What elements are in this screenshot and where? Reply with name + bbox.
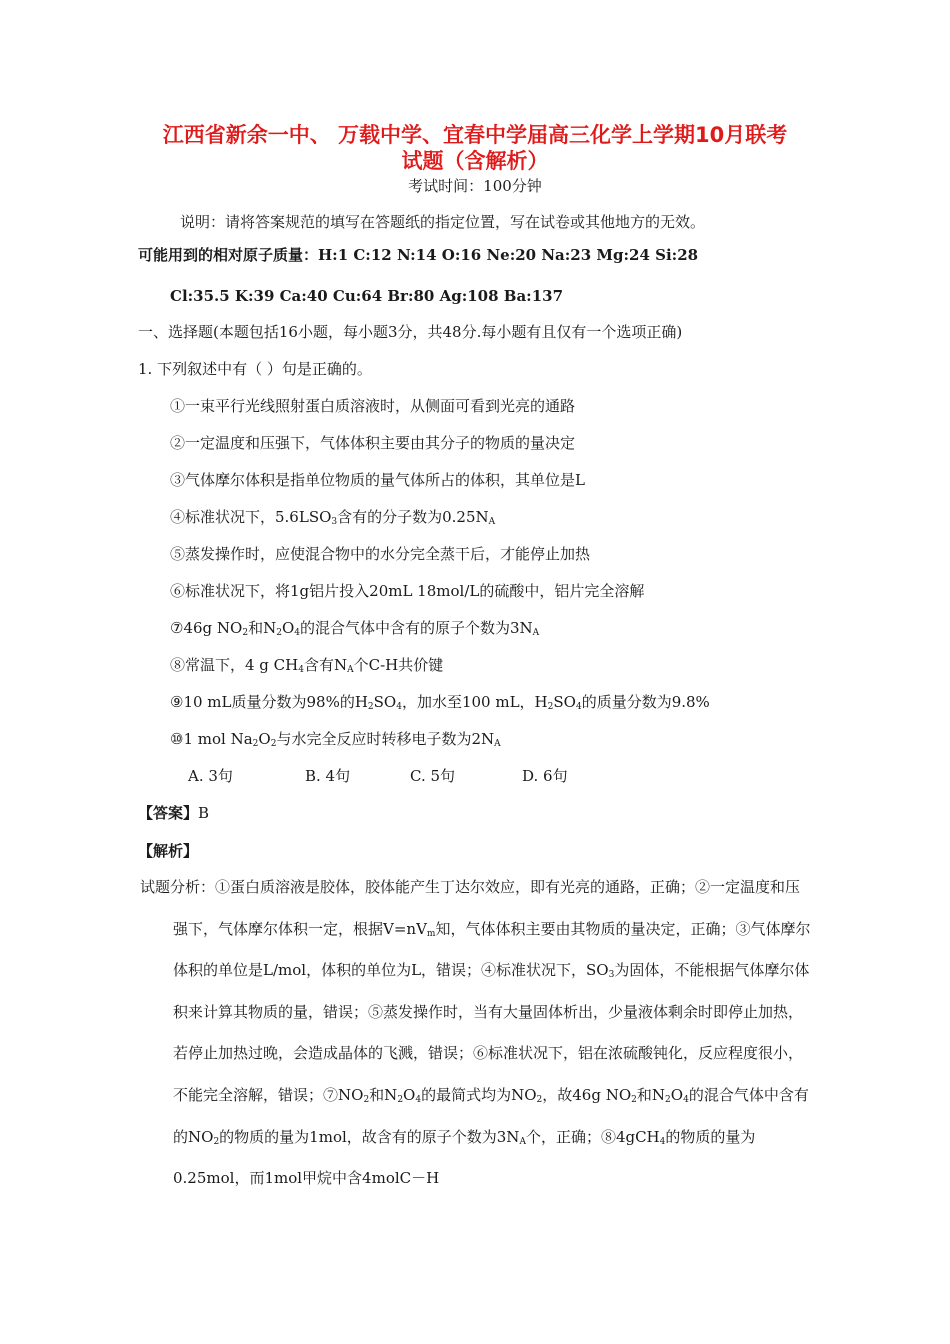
statement-9: ⑨10 mL质量分数为98%的$H_2SO_4$，加水至100 mL，$H_2SO_4$的质量分数为9.8%	[170, 693, 710, 712]
statement-2: ②一定温度和压强下，气体体积主要由其分子的物质的量决定	[170, 434, 576, 452]
option-d: D. 6句	[522, 767, 568, 785]
instructions-note: 说明：请将答案规范的填写在答题纸的指定位置，写在试卷或其他地方的无效。	[180, 213, 706, 231]
document-title-line2: 试题（含解析）	[401, 149, 549, 173]
statement-10: ⑩1 mol $Na_2O_2$与水完全反应时转移电子数为$2N_A$	[170, 730, 501, 749]
analysis-label: 【解析】	[138, 842, 199, 860]
statement-6: ⑥标准状况下，将1g铝片投入20mL 18mol/L的硫酸中，铝片完全溶解	[170, 582, 645, 600]
answer-value: B	[198, 804, 210, 822]
atomic-masses-line1: 可能用到的相对原子质量：H:1 C:12 N:14 O:16 Ne:20 Na:23 Mg:24 Si:28	[138, 246, 699, 264]
statement-3: ③气体摩尔体积是指单位物质的量气体所占的体积，其单位是L	[170, 471, 585, 489]
answer-line	[138, 802, 209, 824]
exam-time: 考试时间：100分钟	[408, 177, 542, 195]
statement-7: ⑦46g $NO_2$和$N_2O_4$的混合气体中含有的原子个数为$3N_A$	[170, 619, 540, 638]
statement-8: ⑧常温下，4 g $CH_4$含有$N_A$个C-H共价键	[170, 656, 444, 675]
option-c: C. 5句	[410, 767, 456, 785]
analysis-text: 试题分析：①蛋白质溶液是胶体，胶体能产生丁达尔效应，即有光亮的通路，正确；②一定温度和压强下，气体摩尔体积一定，根据$V=nV_m$知，气体体积主要由其物质的量决定，正确；③气体摩尔体积的单位是L/mol，体积的单位为L，错误；④标准状况下，$SO_3$为固体，不能根据气体摩尔体积来计算其物质的量，错误；⑤蒸发操作时，当有大量固体析出，少量液体剩余时即停止加热，若停止加热过晚，会造成晶体的飞溅，错误；⑥标准状况下，铝在浓硫酸钝化，反应程度很小，不能完全溶解，错误；$⑦NO_2$和$N_2O_4$的最简式均为$NO_2$，故46g $NO_2$和$N_2O_4$的混合气体中含有的$NO_2$的物质的量为1mol，故含有的原子个数为$3N_A$个，正确；⑧4gCH$_4$的物质的量为0.25mol，而1mol甲烷中含4molC－H	[140, 878, 811, 1188]
answer-label: 【答案】	[138, 804, 199, 822]
option-a: A. 3句	[188, 767, 233, 785]
statement-5: ⑤蒸发操作时，应使混合物中的水分完全蒸干后，才能停止加热	[170, 545, 591, 563]
document-title-line1: 江西省新余一中、 万载中学、宜春中学届高三化学上学期10月联考	[162, 123, 788, 147]
atomic-masses-line2: Cl:35.5 K:39 Ca:40 Cu:64 Br:80 Ag:108 Ba:137	[170, 287, 564, 305]
section-heading: 一、选择题(本题包括16小题，每小题3分，共48分.每小题有且仅有一个选项正确)	[138, 323, 683, 341]
question-1-stem: 1. 下列叙述中有（ ）句是正确的。	[138, 360, 372, 378]
statement-1: ①一束平行光线照射蛋白质溶液时，从侧面可看到光亮的通路	[170, 397, 576, 415]
statement-4: ④标准状况下，$5.6LSO_3$含有的分子数为$0.25N_A$	[170, 508, 496, 527]
option-b: B. 4句	[305, 767, 351, 785]
